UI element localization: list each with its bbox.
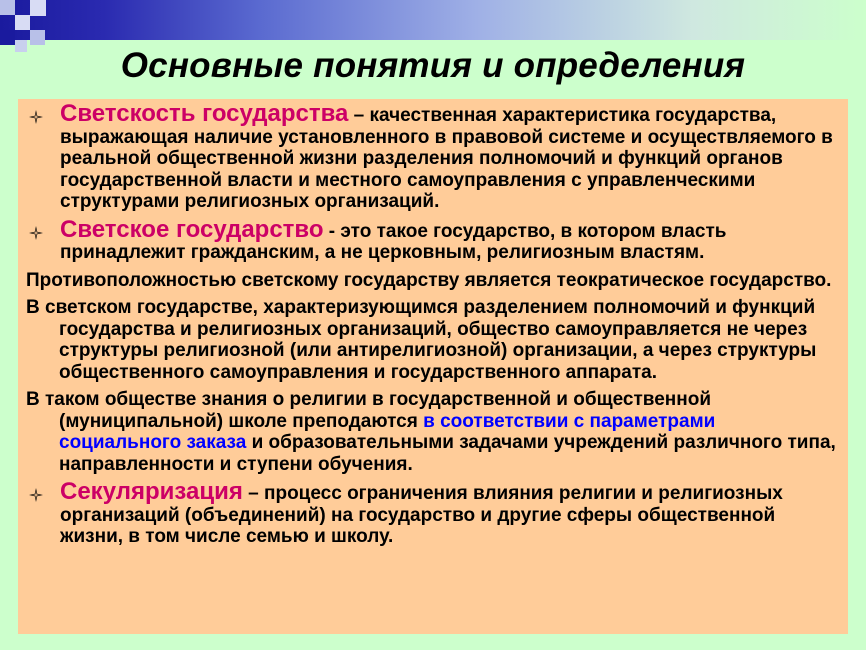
diamond-bullet-icon [28,109,44,125]
decor-square [15,15,30,30]
decor-square [30,0,46,16]
decor-square [0,30,15,45]
definition-secularity [26,100,840,213]
paragraph-education [26,389,840,475]
diamond-bullet-icon [28,225,44,241]
paragraph-text: В таком обществе знания о религии в государственной и общественной (муниципальной) школе преподаются [26,389,712,432]
decor-square [0,0,15,15]
paragraph-theocratic: Противоположностью светскому государству является теократическое государство. [26,269,832,291]
term-label: Светское государство [60,215,324,243]
paragraph-separation: В светском государстве, характеризующимся разделением полномочий и функций государства и религиозных организаций, общество самоуправляется не через структуры религиозной (или антирелигиозной) организации, а через структуры общественного самоуправления и государственного аппарата. [26,297,817,383]
definition-secular-state [26,215,840,264]
highlighted-phrase: в соответствии с параметрами социального заказа [59,410,716,453]
definition-text: - это такое государство, в котором власть принадлежит гражданским, а не церковным, религиозным властям. [60,220,727,263]
definition-text: – процесс ограничения влияния религии и религиозных организаций (объединений) на государство и другие сферы общественной жизни, в том числе семью и школу. [60,483,783,547]
slide-title: Основные понятия и определения [120,46,746,85]
paragraph-text: и образовательными задачами учреждений различного типа, направленности и ступени обучения. [59,432,836,475]
definition-secularization [26,478,840,548]
decor-square [30,30,45,45]
definition-text: – качественная характеристика государства, выражающая наличие установленного в правовой системе и осуществляемого в реальной общественной жизни разделения полномочий и функций органов государственной власти и местного самоуправления с управленческими структурами религиозных организаций. [60,105,833,212]
content-panel [18,99,848,634]
term-label: Секуляризация [60,478,243,505]
diamond-bullet-icon [28,487,44,503]
term-label: Светскость государства [60,100,349,127]
header-gradient-bar [0,0,866,40]
